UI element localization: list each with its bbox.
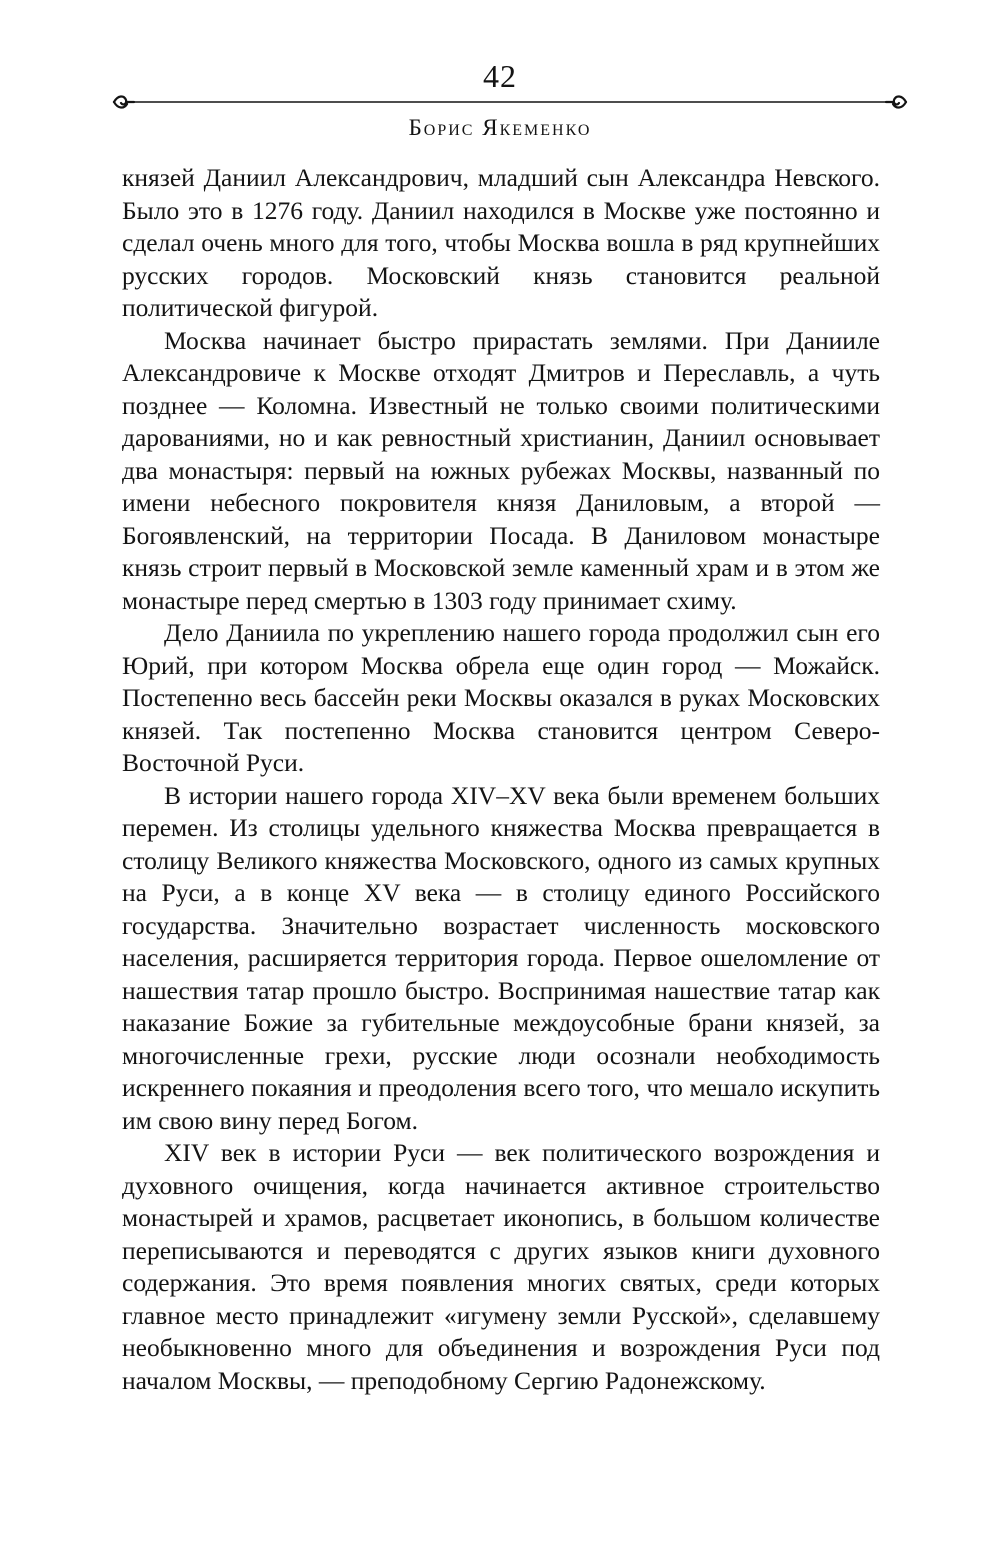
paragraph-1: князей Даниил Александрович, младший сын Александра Невского. Было это в 1276 году. Даниил находился в Москве уже постоянно и сделал очень много для того, чтобы Москва вошла в ряд крупнейших русских городов. Московский князь становится реальной политической фигурой. bbox=[122, 163, 880, 322]
body-text bbox=[122, 162, 880, 1397]
header-rule-ornament bbox=[112, 91, 908, 113]
page-number: 42 bbox=[483, 58, 517, 94]
paragraph-5: XIV век в истории Руси — век политического возрождения и духовного очищения, когда начинается активное строительство монастырей и храмов, расцветает иконопись, в большом количестве переписываются и переводятся с других языков книги духовного содержания. Это время появления многих святых, среди которых главное место принадлежит «игумену земли Русской», сделавшему необыкновенно много для объединения и возрождения Руси под началом Москвы, — преподобному Сергию Радонежскому. bbox=[122, 1138, 880, 1395]
paragraph-3: Дело Даниила по укреплению нашего города продолжил сын его Юрий, при котором Москва обрела еще один город — Можайск. Постепенно весь бассейн реки Москвы оказался в руках Московских князей. Так постепенно Москва становится центром Северо-Восточной Руси. bbox=[122, 618, 880, 777]
right-scroll-ornament bbox=[886, 96, 906, 107]
paragraph-4: В истории нашего города XIV–XV века были временем больших перемен. Из столицы удельного княжества Москва превращается в столицу Великого княжества Московского, одного из самых крупных на Руси, а в конце XV века — в столицу единого Российского государства. Значительно возрастает численность московского населения, расширяется территория города. Первое ошеломление от нашествия татар прошло быстро. Воспринимая нашествие татар как наказание Божие за губительные междоусобные брани князей, за многочисленные грехи, русские люди осознали необходимость искреннего покаяния и преодоления всего того, что мешало искупить им свою вину перед Богом. bbox=[122, 780, 880, 1135]
left-scroll-ornament bbox=[114, 96, 134, 107]
paragraph-2: Москва начинает быстро прирастать землями. При Данииле Александровиче к Москве отходят Дмитров и Переславль, а чуть позднее — Коломна. Известный не только своими политическими дарованиями, но и как ревностный христианин, Даниил основывает два монастыря: первый на южных рубежах Москвы, названный по имени небесного покровителя князя Даниловым, а второй — Богоявленский, на территории Посада. В Даниловом монастыре князь строит первый в Московской земле каменный храм и в этом же монастыре перед смертью в 1303 году принимает схиму. bbox=[122, 325, 880, 615]
running-head-author: Борис Якеменко bbox=[408, 115, 592, 140]
